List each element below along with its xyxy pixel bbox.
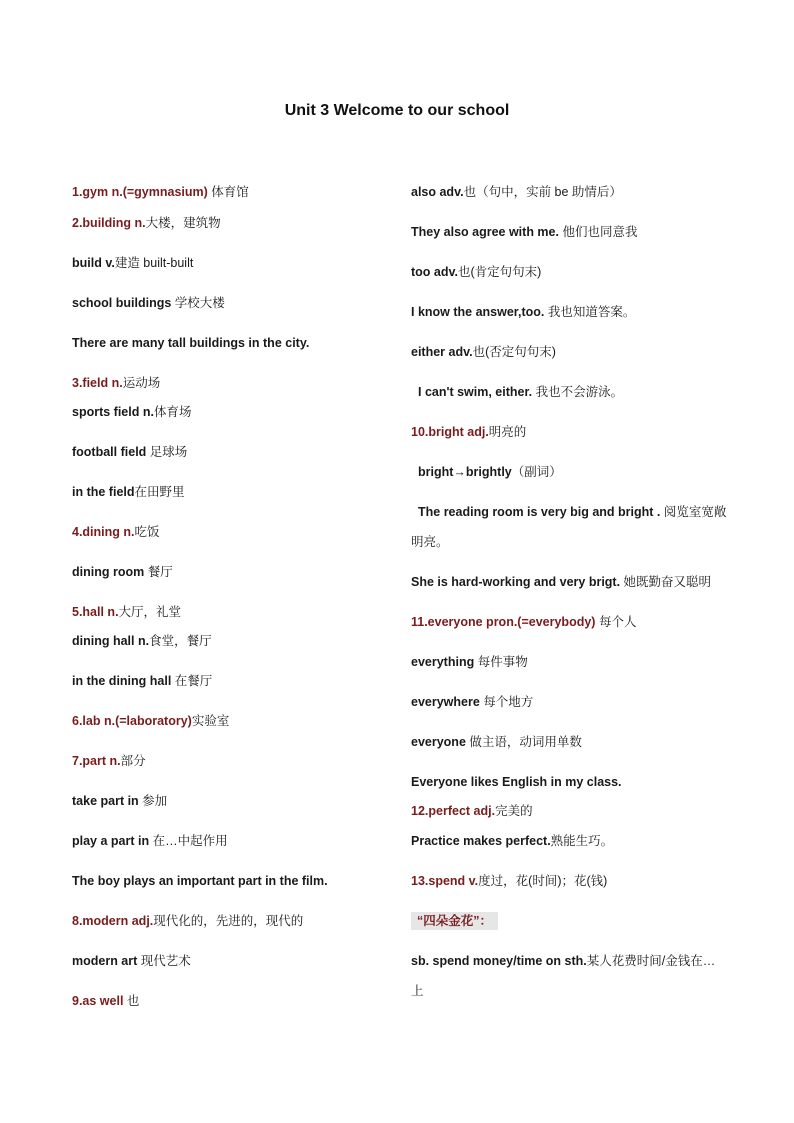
example-sentence: I can't swim, either. 我也不会游泳。 bbox=[418, 385, 624, 399]
vocab-heading: 1.gym n.(=gymnasium) 体育馆 bbox=[72, 185, 249, 199]
vocab-line: dining room 餐厅 bbox=[72, 565, 173, 579]
vocab-heading: 11.everyone pron.(=everybody) 每个人 bbox=[411, 615, 637, 629]
vocab-heading: 3.field n.运动场 bbox=[72, 376, 161, 390]
vocab-heading: 4.dining n.吃饭 bbox=[72, 525, 160, 539]
vocab-line: too adv.也(肯定句句末) bbox=[411, 265, 542, 279]
vocab-heading: 10.bright adj.明亮的 bbox=[411, 425, 527, 439]
vocab-heading: 13.spend v.度过，花(时间)；花(钱) bbox=[411, 874, 608, 888]
vocab-line: school buildings 学校大楼 bbox=[72, 296, 225, 310]
highlight-tag-line bbox=[411, 912, 498, 930]
example-sentence: The reading room is very big and bright . 阅览室宽敞 bbox=[418, 505, 727, 519]
vocab-heading: 12.perfect adj.完美的 bbox=[411, 804, 533, 818]
example-sentence: The boy plays an important part in the film. bbox=[72, 874, 328, 888]
vocab-line: build v.建造 built-built bbox=[72, 256, 194, 270]
vocab-line: sb. spend money/time on sth.某人花费时间/金钱在… bbox=[411, 954, 716, 968]
vocab-heading: 6.lab n.(=laboratory)实验室 bbox=[72, 714, 230, 728]
vocab-line-continued: 上 bbox=[411, 984, 424, 998]
vocab-line: in the dining hall 在餐厅 bbox=[72, 674, 213, 688]
vocab-line: take part in 参加 bbox=[72, 794, 168, 808]
example-sentence: Everyone likes English in my class. bbox=[411, 775, 622, 789]
example-sentence: They also agree with me. 他们也同意我 bbox=[411, 225, 638, 239]
vocab-line: everywhere 每个地方 bbox=[411, 695, 534, 709]
vocab-heading: 2.building n.大楼，建筑物 bbox=[72, 216, 221, 230]
vocab-line: everything 每件事物 bbox=[411, 655, 528, 669]
vocab-heading: 8.modern adj.现代化的，先进的，现代的 bbox=[72, 914, 304, 928]
example-sentence: I know the answer,too. 我也知道答案。 bbox=[411, 305, 636, 319]
vocab-line: play a part in 在…中起作用 bbox=[72, 834, 228, 848]
page-title: Unit 3 Welcome to our school bbox=[284, 102, 510, 119]
example-sentence: She is hard-working and very brigt. 她既勤奋又聪明 bbox=[411, 575, 712, 589]
vocab-line: football field 足球场 bbox=[72, 445, 188, 459]
vocab-line: modern art 现代艺术 bbox=[72, 954, 191, 968]
vocab-line: either adv.也(否定句句末) bbox=[411, 345, 556, 359]
highlight-tag: “四朵金花”： bbox=[411, 912, 498, 930]
vocab-line: bright→brightly（副词） bbox=[418, 465, 562, 479]
example-sentence-continued: 明亮。 bbox=[411, 535, 449, 549]
vocab-line: everyone 做主语，动词用单数 bbox=[411, 735, 582, 749]
example-sentence: Practice makes perfect.熟能生巧。 bbox=[411, 834, 614, 848]
vocab-line: in the field在田野里 bbox=[72, 485, 185, 499]
vocab-line: sports field n.体育场 bbox=[72, 405, 192, 419]
vocab-line: dining hall n.食堂，餐厅 bbox=[72, 634, 212, 648]
vocab-line: also adv.也（句中，实前 be 助情后） bbox=[411, 185, 622, 199]
vocab-heading: 9.as well 也 bbox=[72, 994, 140, 1008]
vocab-heading: 7.part n.部分 bbox=[72, 754, 146, 768]
vocab-heading: 5.hall n.大厅，礼堂 bbox=[72, 605, 182, 619]
example-sentence: There are many tall buildings in the city. bbox=[72, 336, 310, 350]
